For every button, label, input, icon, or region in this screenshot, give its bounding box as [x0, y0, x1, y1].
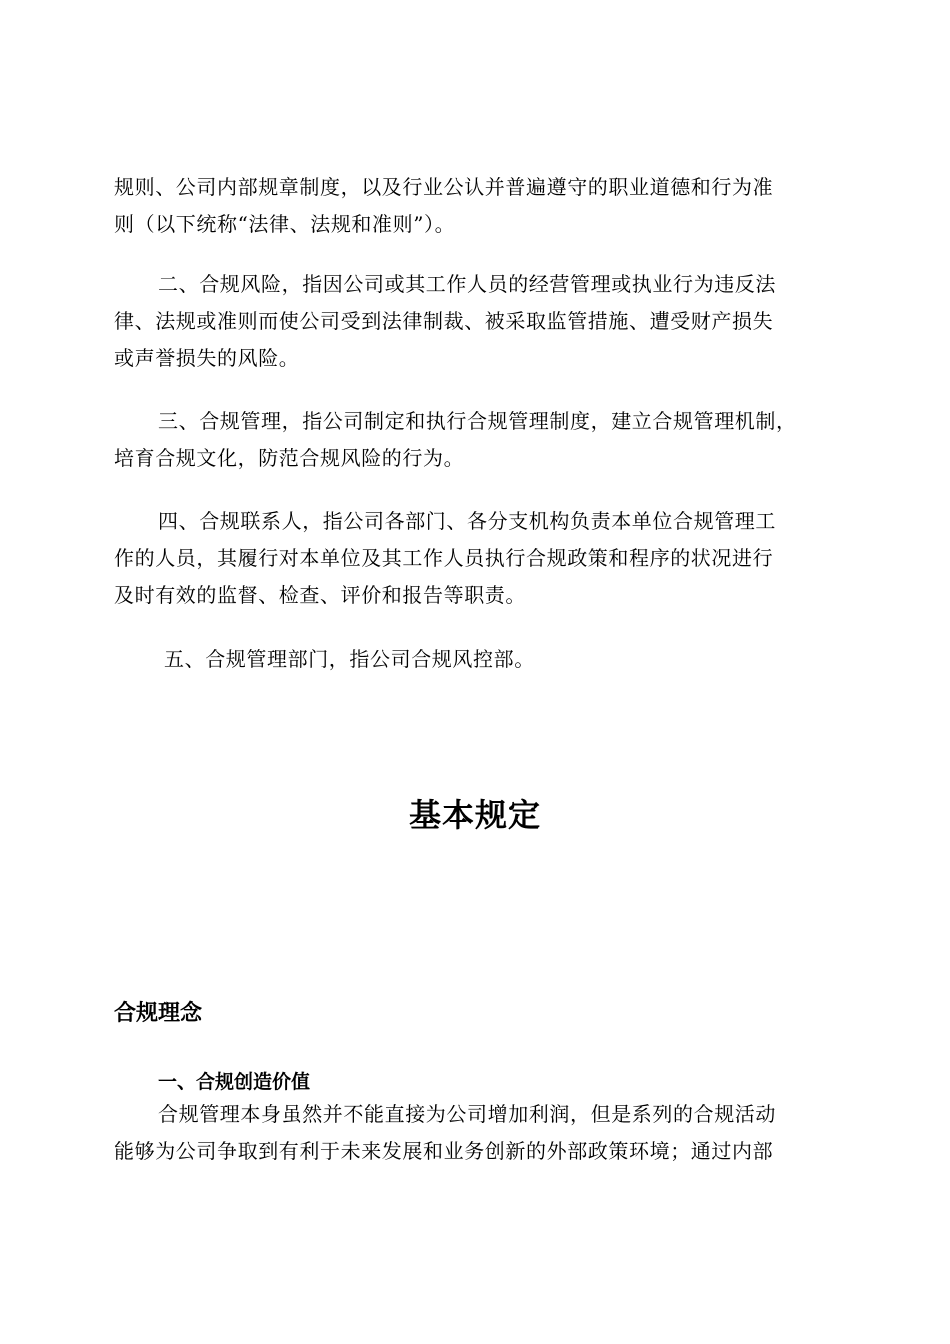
text-line: 能够为公司争取到有利于未来发展和业务创新的外部政策环境；通过内部 — [114, 1139, 774, 1163]
section-title: 基本规定 — [408, 796, 541, 834]
text-line: 二、合规风险，指因公司或其工作人员的经营管理或执业行为违反法 — [158, 272, 776, 296]
text-line: 规则、公司内部规章制度，以及行业公认并普遍遵守的职业道德和行为准 — [114, 175, 774, 199]
definition-compliance-contact — [114, 503, 844, 614]
text-line: 作的人员，其履行对本单位及其工作人员执行合规政策和程序的状况进行 — [114, 546, 774, 570]
text-line: 或声誉损失的风险。 — [114, 346, 300, 370]
text-line: 四、合规联系人，指公司各部门、各分支机构负责本单位合规管理工 — [158, 509, 776, 533]
philosophy-item-body — [114, 1096, 844, 1170]
definition-compliance-risk — [114, 266, 844, 377]
text-line: 五、合规管理部门，指公司合规风控部。 — [164, 647, 535, 671]
text-line: 培育合规文化，防范合规风险的行为。 — [114, 446, 465, 470]
text-line: 三、合规管理，指公司制定和执行合规管理制度，建立合规管理机制， — [158, 409, 797, 433]
definition-compliance-management — [114, 403, 844, 477]
text-line: 合规管理本身虽然并不能直接为公司增加利润，但是系列的合规活动 — [158, 1102, 776, 1126]
philosophy-heading: 合规理念 — [114, 1001, 203, 1026]
text-line: 及时有效的监督、检查、评价和报告等职责。 — [114, 583, 526, 607]
text-line: 则（以下统称“法律、法规和准则”）。 — [114, 212, 456, 236]
definition-paragraph-continuation — [114, 169, 844, 243]
text-line: 律、法规或准则而使公司受到法律制裁、被采取监管措施、遭受财产损失 — [114, 309, 774, 333]
definition-compliance-department — [114, 641, 844, 678]
philosophy-item-title: 一、合规创造价值 — [158, 1071, 311, 1093]
